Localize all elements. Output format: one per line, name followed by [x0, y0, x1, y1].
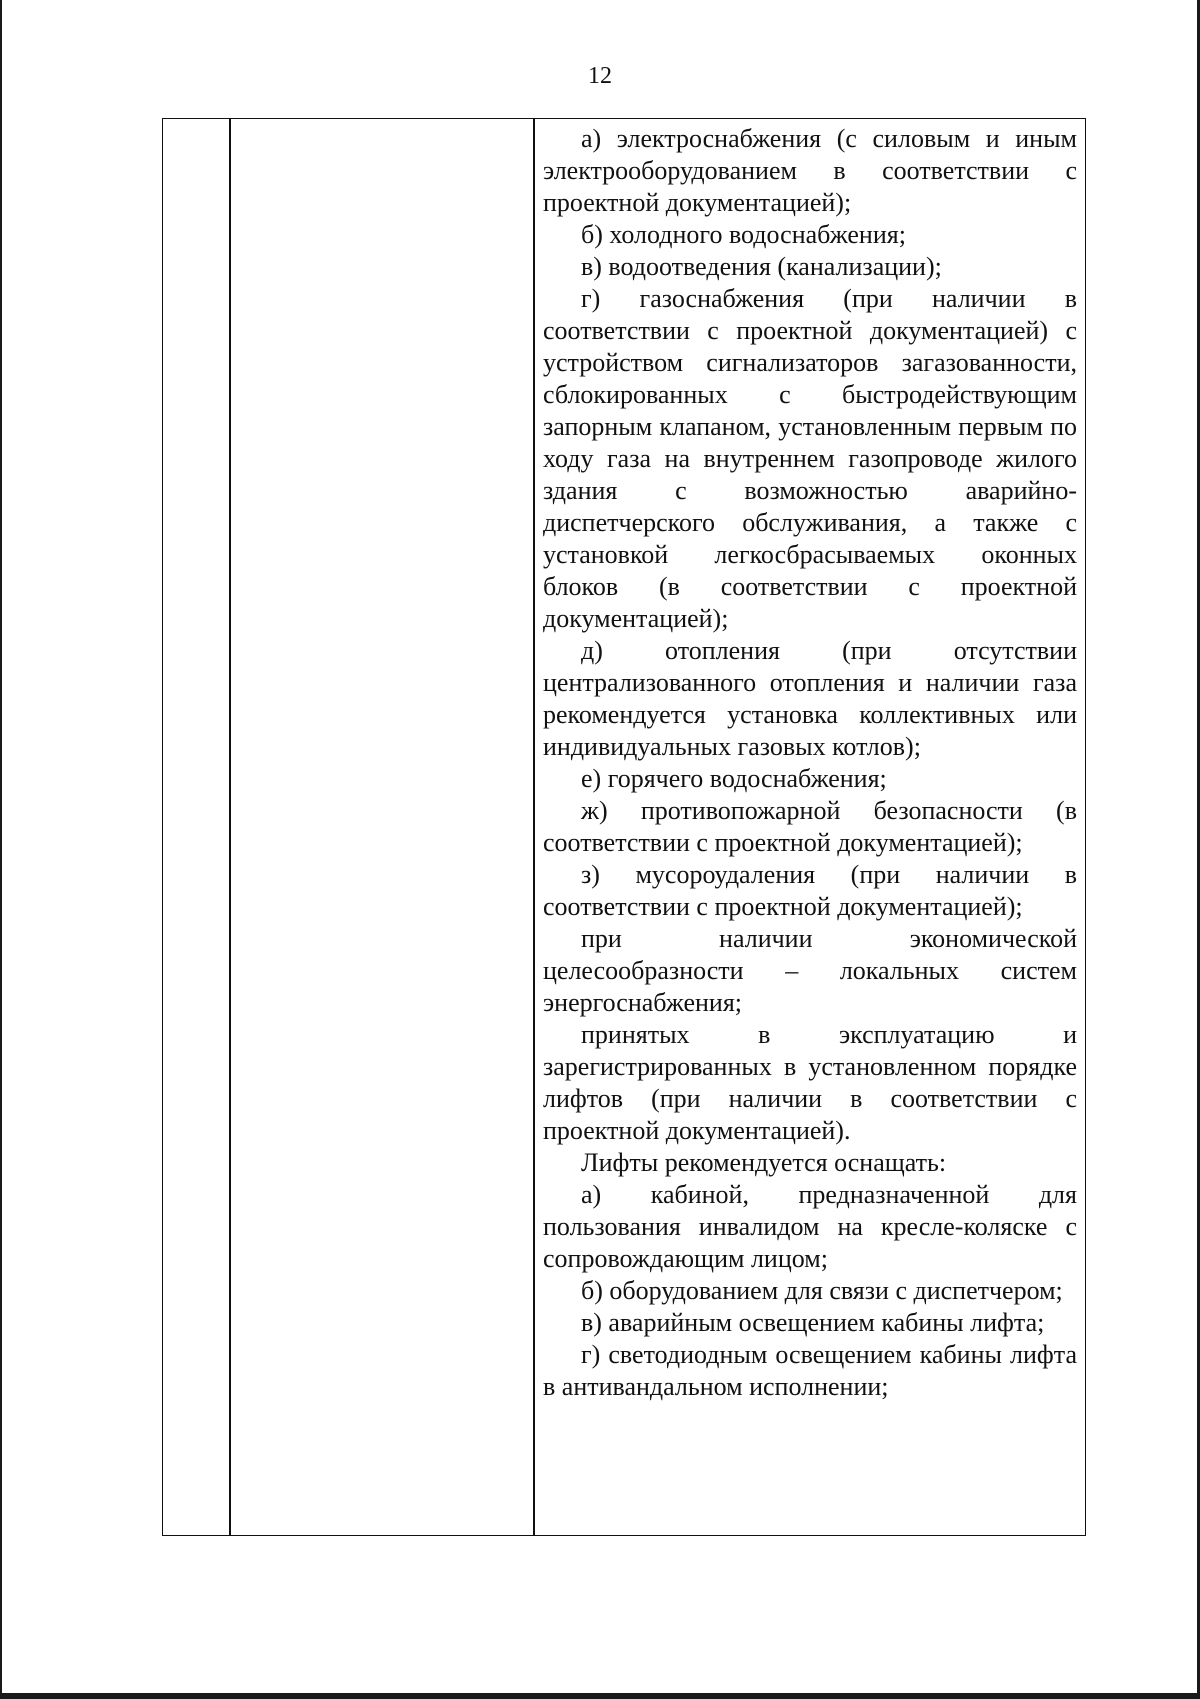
scan-border-bottom — [0, 1693, 1200, 1699]
paragraph: ж) противопожарной безопасности (в соответствии с проектной документацией); — [543, 796, 1077, 857]
table-text-cell — [543, 123, 1077, 1403]
paragraph: в) аварийным освещением кабины лифта; — [581, 1308, 1045, 1337]
paragraph: Лифты рекомендуется оснащать: — [581, 1148, 947, 1177]
paragraph: в) водоотведения (канализации); — [581, 252, 942, 281]
column-divider-1 — [229, 119, 231, 1535]
paragraph: з) мусороудаления (при наличии в соответствии с проектной документацией); — [543, 860, 1077, 921]
paragraph: а) электроснабжения (с силовым и иным электрооборудованием в соответствии с проектной документацией); — [543, 124, 1077, 217]
paragraph: д) отопления (при отсутствии централизованного отопления и наличии газа рекомендуется установка коллективных или индивидуальных газовых котлов); — [543, 636, 1077, 761]
page-number: 12 — [588, 63, 612, 89]
paragraph: принятых в эксплуатацию и зарегистрированных в установленном порядке лифтов (при наличии в соответствии с проектной документацией). — [543, 1020, 1077, 1145]
paragraph: а) кабиной, предназначенной для пользования инвалидом на кресле-коляске с сопровождающим лицом; — [543, 1180, 1077, 1273]
scan-border-left — [0, 0, 2, 1699]
column-divider-2 — [533, 119, 535, 1535]
paragraph: б) оборудованием для связи с диспетчером; — [581, 1276, 1063, 1305]
paragraph: г) светодиодным освещением кабины лифта в антивандальном исполнении; — [543, 1340, 1077, 1401]
requirements-table — [162, 118, 1086, 1536]
paragraph: б) холодного водоснабжения; — [581, 220, 906, 249]
paragraph: е) горячего водоснабжения; — [581, 764, 887, 793]
paragraph: при наличии экономической целесообразности – локальных систем энергоснабжения; — [543, 924, 1077, 1017]
paragraph: г) газоснабжения (при наличии в соответствии с проектной документацией) с устройством сигнализаторов загазованности, сблокированных с быстродействующим запорным клапаном, установленным первым по ходу газа на внутреннем газопроводе жилого здания с возможностью аварийно-диспетчерского обслуживания, а также с установкой легкосбрасываемых оконных блоков (в соответствии с проектной документацией); — [543, 284, 1077, 633]
